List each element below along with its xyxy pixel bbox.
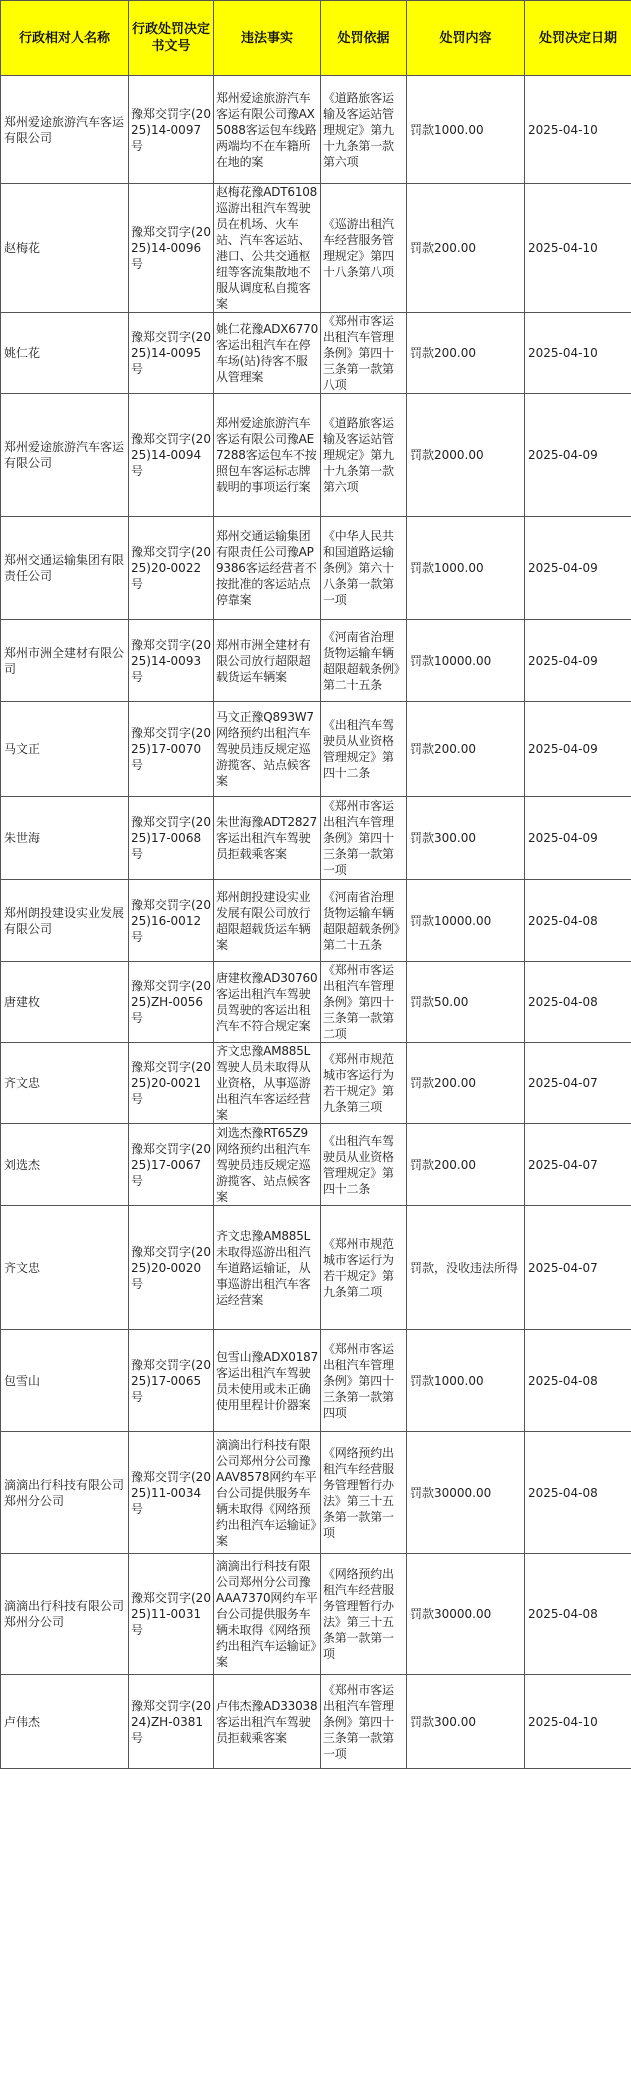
cell-name: 朱世海 <box>1 797 129 880</box>
cell-name: 郑州爱途旅游汽车客运有限公司 <box>1 394 129 517</box>
cell-doc-number: 豫郑交罚字(2025)ZH-0056号 <box>129 962 214 1043</box>
cell-date: 2025-04-10 <box>525 1675 631 1769</box>
cell-name: 齐文忠 <box>1 1043 129 1124</box>
cell-fact: 郑州市洲全建材有限公司放行超限超载货运车辆案 <box>214 620 321 702</box>
cell-name: 郑州朗投建设实业发展有限公司 <box>1 880 129 962</box>
cell-fact: 包雪山豫ADX0187客运出租汽车驾驶员未使用或未正确使用里程计价器案 <box>214 1330 321 1432</box>
cell-name: 郑州交通运输集团有限责任公司 <box>1 517 129 620</box>
cell-basis: 《网络预约出租汽车经营服务管理暂行办法》第三十五条第一款第一项 <box>321 1554 407 1675</box>
cell-doc-number: 豫郑交罚字(2025)14-0093号 <box>129 620 214 702</box>
cell-basis: 《郑州市规范城市客运行为若干规定》第九条第三项 <box>321 1043 407 1124</box>
cell-content: 罚款200.00 <box>407 184 525 313</box>
cell-fact: 齐文忠豫AM885L驾驶人员未取得从业资格，从事巡游出租汽车客运经营案 <box>214 1043 321 1124</box>
cell-content: 罚款200.00 <box>407 1043 525 1124</box>
header-date: 处罚决定日期 <box>525 1 631 76</box>
cell-name: 赵梅花 <box>1 184 129 313</box>
cell-basis: 《郑州市客运出租汽车管理条例》第四十三条第一款第四项 <box>321 1330 407 1432</box>
cell-content: 罚款200.00 <box>407 313 525 394</box>
cell-content: 罚款300.00 <box>407 1675 525 1769</box>
cell-fact: 滴滴出行科技有限公司郑州分公司豫AAA7370网约车平台公司提供服务车辆未取得《网络预约出租汽车运输证》案 <box>214 1554 321 1675</box>
cell-date: 2025-04-08 <box>525 1554 631 1675</box>
cell-fact: 朱世海豫ADT2827客运出租汽车驾驶员拒载乘客案 <box>214 797 321 880</box>
cell-basis: 《河南省治理货物运输车辆超限超载条例》第二十五条 <box>321 880 407 962</box>
cell-basis: 《中华人民共和国道路运输条例》第六十八条第一款第一项 <box>321 517 407 620</box>
cell-doc-number: 豫郑交罚字(2025)20-0021号 <box>129 1043 214 1124</box>
cell-date: 2025-04-08 <box>525 880 631 962</box>
cell-content: 罚款10000.00 <box>407 880 525 962</box>
cell-content: 罚款200.00 <box>407 702 525 797</box>
cell-basis: 《出租汽车驾驶员从业资格管理规定》第四十二条 <box>321 702 407 797</box>
cell-content: 罚款1000.00 <box>407 1330 525 1432</box>
cell-date: 2025-04-08 <box>525 962 631 1043</box>
cell-content: 罚款，没收违法所得 <box>407 1206 525 1330</box>
cell-date: 2025-04-10 <box>525 184 631 313</box>
cell-fact: 姚仁花豫ADX6770客运出租汽车在停车场(站)待客不服从管理案 <box>214 313 321 394</box>
table-row <box>1 620 631 702</box>
cell-name: 马文正 <box>1 702 129 797</box>
cell-doc-number: 豫郑交罚字(2025)11-0034号 <box>129 1432 214 1554</box>
cell-basis: 《巡游出租汽车经营服务管理规定》第四十八条第八项 <box>321 184 407 313</box>
table-row <box>1 517 631 620</box>
cell-basis: 《郑州市规范城市客运行为若干规定》第九条第二项 <box>321 1206 407 1330</box>
cell-fact: 郑州爱途旅游汽车客运有限公司豫AX5088客运包车线路两端均不在车籍所在地的案 <box>214 76 321 184</box>
cell-content: 罚款50.00 <box>407 962 525 1043</box>
cell-name: 姚仁花 <box>1 313 129 394</box>
cell-date: 2025-04-09 <box>525 620 631 702</box>
cell-name: 齐文忠 <box>1 1206 129 1330</box>
table-row <box>1 1554 631 1675</box>
cell-fact: 郑州爱途旅游汽车客运有限公司豫AE7288客运包车不按照包车客运标志牌载明的事项运行案 <box>214 394 321 517</box>
table-row <box>1 394 631 517</box>
cell-date: 2025-04-07 <box>525 1043 631 1124</box>
table-row <box>1 797 631 880</box>
cell-name: 包雪山 <box>1 1330 129 1432</box>
cell-doc-number: 豫郑交罚字(2025)14-0095号 <box>129 313 214 394</box>
cell-doc-number: 豫郑交罚字(2025)17-0068号 <box>129 797 214 880</box>
cell-fact: 齐文忠豫AM885L未取得巡游出租汽车道路运输证，从事巡游出租汽车客运经营案 <box>214 1206 321 1330</box>
cell-name: 卢伟杰 <box>1 1675 129 1769</box>
table-row <box>1 880 631 962</box>
cell-name: 滴滴出行科技有限公司郑州分公司 <box>1 1432 129 1554</box>
cell-doc-number: 豫郑交罚字(2025)20-0020号 <box>129 1206 214 1330</box>
cell-name: 郑州爱途旅游汽车客运有限公司 <box>1 76 129 184</box>
cell-content: 罚款2000.00 <box>407 394 525 517</box>
table-row <box>1 962 631 1043</box>
cell-date: 2025-04-10 <box>525 313 631 394</box>
table-row <box>1 1675 631 1769</box>
cell-content: 罚款200.00 <box>407 1124 525 1206</box>
cell-date: 2025-04-07 <box>525 1124 631 1206</box>
cell-basis: 《郑州市客运出租汽车管理条例》第四十三条第一款第八项 <box>321 313 407 394</box>
header-fact: 违法事实 <box>214 1 321 76</box>
cell-doc-number: 豫郑交罚字(2025)14-0097号 <box>129 76 214 184</box>
table-row <box>1 1206 631 1330</box>
cell-fact: 马文正豫Q893W7网络预约出租汽车驾驶员违反规定巡游揽客、站点候客案 <box>214 702 321 797</box>
table-row <box>1 76 631 184</box>
cell-doc-number: 豫郑交罚字(2025)11-0031号 <box>129 1554 214 1675</box>
cell-basis: 《郑州市客运出租汽车管理条例》第四十三条第一款第一项 <box>321 1675 407 1769</box>
cell-basis: 《郑州市客运出租汽车管理条例》第四十三条第一款第一项 <box>321 797 407 880</box>
cell-doc-number: 豫郑交罚字(2025)17-0067号 <box>129 1124 214 1206</box>
table-row <box>1 1124 631 1206</box>
header-basis: 处罚依据 <box>321 1 407 76</box>
cell-basis: 《出租汽车驾驶员从业资格管理规定》第四十二条 <box>321 1124 407 1206</box>
cell-content: 罚款1000.00 <box>407 76 525 184</box>
cell-basis: 《网络预约出租汽车经营服务管理暂行办法》第三十五条第一款第一项 <box>321 1432 407 1554</box>
cell-doc-number: 豫郑交罚字(2025)17-0065号 <box>129 1330 214 1432</box>
cell-basis: 《道路旅客运输及客运站管理规定》第九十九条第一款第六项 <box>321 394 407 517</box>
cell-fact: 郑州交通运输集团有限责任公司豫AP9386客运经营者不按批准的客运站点停靠案 <box>214 517 321 620</box>
cell-date: 2025-04-08 <box>525 1330 631 1432</box>
header-doc-number: 行政处罚决定书文号 <box>129 1 214 76</box>
cell-content: 罚款10000.00 <box>407 620 525 702</box>
cell-date: 2025-04-09 <box>525 394 631 517</box>
cell-name: 唐建枚 <box>1 962 129 1043</box>
cell-date: 2025-04-09 <box>525 797 631 880</box>
table-row <box>1 702 631 797</box>
cell-content: 罚款300.00 <box>407 797 525 880</box>
cell-name: 郑州市洲全建材有限公司 <box>1 620 129 702</box>
cell-fact: 刘选杰豫RT65Z9网络预约出租汽车驾驶员违反规定巡游揽客、站点候客案 <box>214 1124 321 1206</box>
cell-doc-number: 豫郑交罚字(2025)14-0096号 <box>129 184 214 313</box>
cell-fact: 赵梅花豫ADT6108巡游出租汽车驾驶员在机场、火车站、汽车客运站、港口、公共交通枢纽等客流集散地不服从调度私自揽客案 <box>214 184 321 313</box>
cell-date: 2025-04-09 <box>525 702 631 797</box>
cell-doc-number: 豫郑交罚字(2025)20-0022号 <box>129 517 214 620</box>
table-row <box>1 184 631 313</box>
cell-date: 2025-04-09 <box>525 517 631 620</box>
cell-basis: 《道路旅客运输及客运站管理规定》第九十九条第一款第六项 <box>321 76 407 184</box>
header-row <box>1 1 631 76</box>
cell-fact: 卢伟杰豫AD33038客运出租汽车驾驶员拒载乘客案 <box>214 1675 321 1769</box>
header-name: 行政相对人名称 <box>1 1 129 76</box>
cell-name: 刘选杰 <box>1 1124 129 1206</box>
cell-name: 滴滴出行科技有限公司郑州分公司 <box>1 1554 129 1675</box>
table-row <box>1 1330 631 1432</box>
table-row <box>1 1432 631 1554</box>
cell-doc-number: 豫郑交罚字(2025)14-0094号 <box>129 394 214 517</box>
cell-date: 2025-04-07 <box>525 1206 631 1330</box>
cell-fact: 滴滴出行科技有限公司郑州分公司豫AAV8578网约车平台公司提供服务车辆未取得《网络预约出租汽车运输证》案 <box>214 1432 321 1554</box>
table-row <box>1 1043 631 1124</box>
header-content: 处罚内容 <box>407 1 525 76</box>
cell-content: 罚款30000.00 <box>407 1554 525 1675</box>
cell-doc-number: 豫郑交罚字(2025)16-0012号 <box>129 880 214 962</box>
table-body <box>1 76 631 1769</box>
cell-doc-number: 豫郑交罚字(2024)ZH-0381号 <box>129 1675 214 1769</box>
cell-content: 罚款1000.00 <box>407 517 525 620</box>
cell-date: 2025-04-10 <box>525 76 631 184</box>
cell-content: 罚款30000.00 <box>407 1432 525 1554</box>
cell-basis: 《郑州市客运出租汽车管理条例》第四十三条第一款第二项 <box>321 962 407 1043</box>
cell-date: 2025-04-08 <box>525 1432 631 1554</box>
cell-fact: 郑州朗投建设实业发展有限公司放行超限超载货运车辆案 <box>214 880 321 962</box>
cell-fact: 唐建枚豫AD30760客运出租汽车驾驶员驾驶的客运出租汽车不符合规定案 <box>214 962 321 1043</box>
cell-basis: 《河南省治理货物运输车辆超限超载条例》第二十五条 <box>321 620 407 702</box>
cell-doc-number: 豫郑交罚字(2025)17-0070号 <box>129 702 214 797</box>
table-row <box>1 313 631 394</box>
